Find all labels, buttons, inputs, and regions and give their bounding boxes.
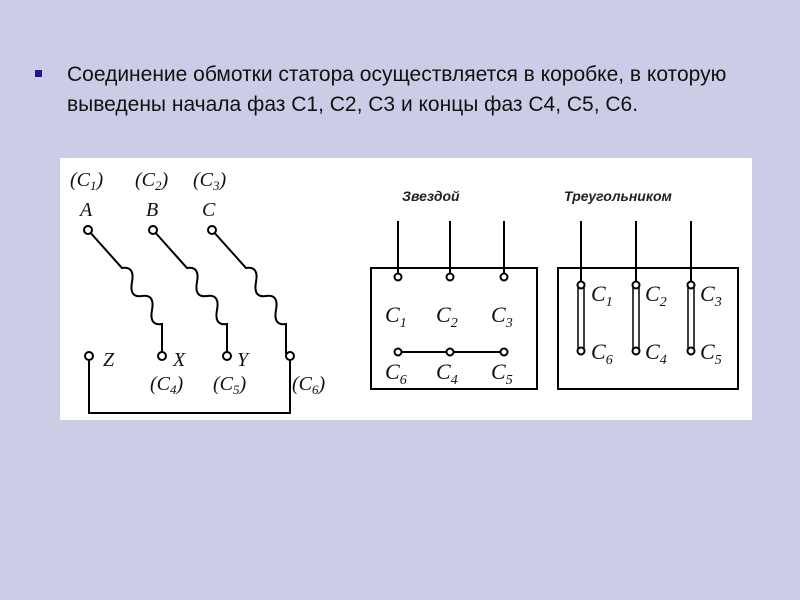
diagram-panel <box>60 158 752 420</box>
label-y: Y <box>237 349 249 371</box>
delta-bottom-c5: $C_5$ <box>700 339 722 368</box>
winding-c <box>212 230 286 354</box>
delta-bottom-c6: $C_6$ <box>591 339 613 368</box>
label-a: A <box>80 199 93 221</box>
terminal-c6 <box>286 352 294 360</box>
star-bottom-c4: $C_4$ <box>436 359 458 388</box>
star-bottom-c5: $C_5$ <box>491 359 513 388</box>
terminal-b <box>149 226 157 234</box>
zc6-link <box>89 356 290 413</box>
code-c2: $(C_2)$ <box>135 169 169 193</box>
delta-title: Треугольником <box>564 188 672 204</box>
code-c4: $(C_4)$ <box>150 373 184 397</box>
star-top-c1: $C_1$ <box>385 302 407 331</box>
code-c3: $(C_3)$ <box>193 169 227 193</box>
label-b: B <box>146 199 159 221</box>
bullet-marker <box>35 70 42 77</box>
slide-text: Соединение обмотки статора осуществляется в коробке, в которую выведены начала фаз С1, С2, С3 и концы фаз С4, С5, С6. <box>67 63 727 116</box>
delta-top-c1: $C_1$ <box>591 281 613 310</box>
code-c5: $(C_5)$ <box>213 373 247 397</box>
terminal-z <box>85 352 93 360</box>
label-z: Z <box>103 349 115 371</box>
winding-a <box>88 230 162 354</box>
delta-bottom-c4: $C_4$ <box>645 339 667 368</box>
terminal-x <box>158 352 166 360</box>
label-c: C <box>202 199 216 221</box>
code-c6: $(C_6)$ <box>292 373 326 397</box>
connection-diagram <box>60 158 752 420</box>
terminal-a <box>84 226 92 234</box>
star-bottom-c6: $C_6$ <box>385 359 407 388</box>
winding-b <box>153 230 227 354</box>
delta-top-c2: $C_2$ <box>645 281 667 310</box>
label-x: X <box>173 349 186 371</box>
delta-top-c3: $C_3$ <box>700 281 722 310</box>
code-c1: $(C_1)$ <box>70 169 104 193</box>
star-top-c3: $C_3$ <box>491 302 513 331</box>
star-top-c2: $C_2$ <box>436 302 458 331</box>
terminal-c <box>208 226 216 234</box>
star-title: Звездой <box>402 188 460 204</box>
terminal-y <box>223 352 231 360</box>
